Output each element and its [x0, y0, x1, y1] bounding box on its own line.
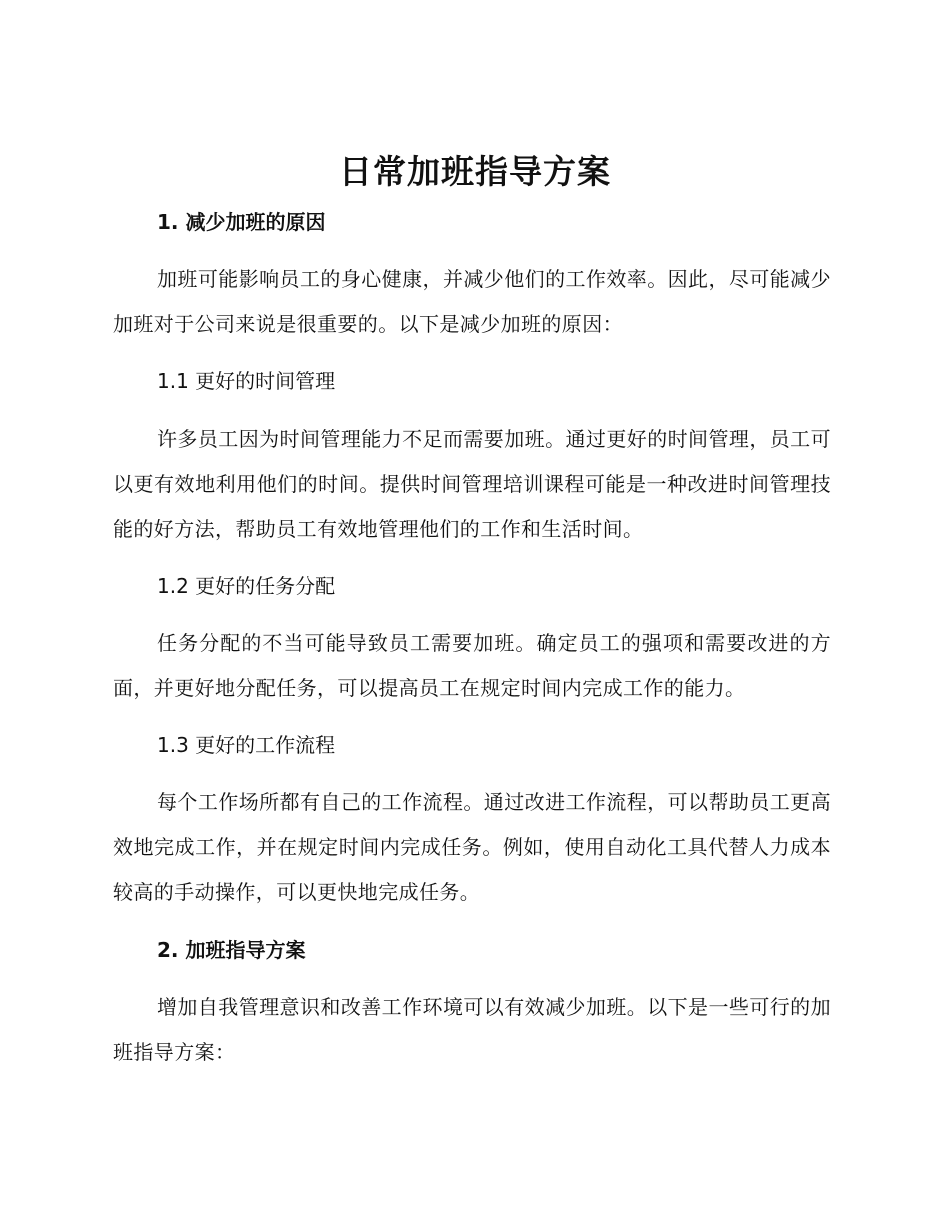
document-title: 日常加班指导方案 — [339, 152, 611, 191]
section-1-intro: 加班可能影响员工的身心健康，并减少他们的工作效率。因此，尽可能减少加班对于公司来说是很重要的。以下是减少加班的原因： — [113, 267, 831, 336]
subsection-1-2-body: 任务分配的不当可能导致员工需要加班。确定员工的强项和需要改进的方面，并更好地分配任务，可以提高员工在规定时间内完成工作的能力。 — [113, 631, 831, 700]
subsection-1-1-body: 许多员工因为时间管理能力不足而需要加班。通过更好的时间管理，员工可以更有效地利用他们的时间。提供时间管理培训课程可能是一种改进时间管理技能的好方法，帮助员工有效地管理他们的工作和生活时间。 — [113, 427, 831, 541]
subsection-1-3-heading: 1.3 更好的工作流程 — [157, 733, 336, 757]
subsection-1-1-heading: 1.1 更好的时间管理 — [157, 369, 336, 393]
subsection-1-3-body: 每个工作场所都有自己的工作流程。通过改进工作流程，可以帮助员工更高效地完成工作，并在规定时间内完成任务。例如，使用自动化工具代替人力成本较高的手动操作，可以更快地完成任务。 — [113, 790, 831, 904]
section-2-heading: 2. 加班指导方案 — [157, 938, 306, 962]
section-2-intro: 增加自我管理意识和改善工作环境可以有效减少加班。以下是一些可行的加班指导方案： — [113, 995, 831, 1064]
section-1-heading: 1. 减少加班的原因 — [157, 210, 326, 234]
subsection-1-2-heading: 1.2 更好的任务分配 — [157, 574, 336, 598]
